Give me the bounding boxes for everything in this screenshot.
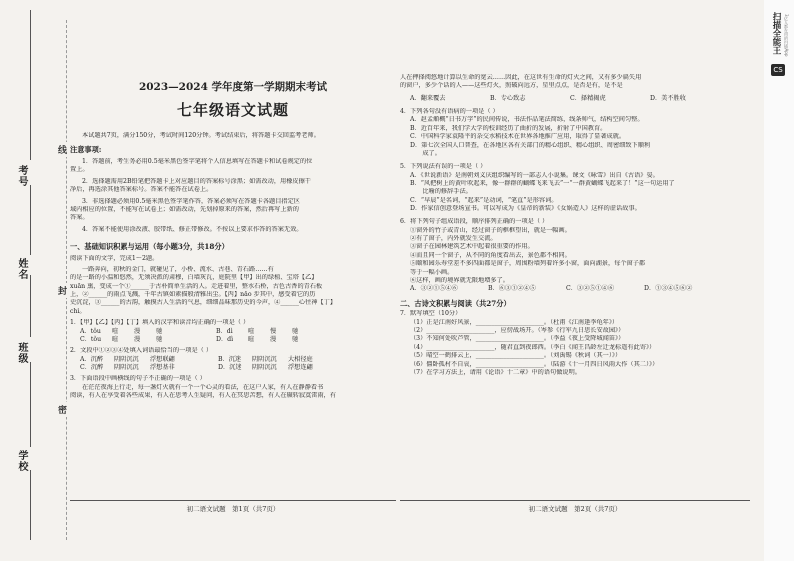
q2-option-a-part: 阴阴沉沉 [114,355,139,363]
q1-option-c-part: 驰 [156,335,163,343]
page-2-footer: 初二语文试题 第2页（共7页） [528,505,622,513]
q3-option-d: D．美不胜收 [650,94,686,102]
binding-margin [0,0,60,561]
q6-options-row [400,285,750,293]
notice-line: 2．选择题需用2B铅笔把答题卡上对应题目的答案标号涂黑；如需改动，用橡皮擦干 [82,177,311,185]
q2-options-row [70,356,396,364]
school-fill-line [30,362,31,447]
q1-option-b-part: 驰 [292,327,299,335]
passage-line: 上，②______的雨点飞溅，千年古镇如素描般清雅出尘。【丙】nǎo 步其中，感受着它的历 [70,291,316,299]
q7-item: （2）______________________，应傍战场开。（岑参《行军九日思长安故园》） [410,327,625,335]
q1-option-a-part: 喧 [112,327,119,335]
q2-option-a-part: 浮想联翩 [150,355,175,363]
q3-options-row [400,95,750,103]
q1-option-d: D．dì [216,335,234,343]
q1-option-d-part: 暄 [248,335,255,343]
class-fill-line [30,275,31,337]
q5-option-b-cont: 比喻的修辞手法。 [410,188,472,196]
q6-item: ③窗子在园林建筑艺术中起着很重要的作用。 [410,243,534,251]
q3-option-a: A．翻来覆去 [410,94,446,102]
q2-option-b: B．沉迷 [218,355,242,363]
q6-option-d: D．①③④⑤⑥② [644,285,693,293]
question-1: 1．【甲】【乙】【丙】【丁】填入的汉字和读音均正确的一项是（ ） [70,319,250,327]
passage-line: 的是一路的小温和悠然，无须决派的肃穆，白墙灰瓦，庭院里【甲】出的绿植、宝塔【乙】 [70,274,318,282]
page-1-footer: 初二语文试题 第1页（共7页） [186,505,280,513]
notice-line: 答案。 [70,214,89,222]
q6-option-c: C．③②⑤①④⑥ [566,285,615,293]
q2-option-b-part: 大相径庭 [288,355,313,363]
q7-item: （4）______________________，随君直到夜郎西。（李白《闻王昌龄左迁龙标遥有此寄》） [410,343,656,351]
question-3: 3．下面语段中画横线的句子不正确的一项是（ ） [70,375,206,383]
intro-line: 本试题共7页，满分150分，考试时间120分钟。考试结束后，将答题卡交回监考老师。 [82,132,320,139]
q3-option-c: C．择精揭虎 [570,94,606,102]
question-4: 4．下列各句没有语病的一项是（ ） [400,108,499,116]
question-7: 7．默写填空（10分） [400,310,462,318]
q2-option-c: C．沉醉 [80,363,104,371]
notice-line: 域内相应的位置，不能写在试卷上；如需改动，先划掉原来的答案，然后再写上新的 [70,205,299,213]
q5-option-a: A．《世说新语》是南朝刘义庆组织编写的一部志人小说集。课文《咏雪》出自《古语》晏。 [410,171,659,179]
seal-mark-feng: 封 [58,283,67,298]
name-fill-line [30,185,31,255]
q2-option-a: A．沉醉 [80,355,104,363]
q1-option-c: C．tǒu [80,335,102,343]
section-1-heading: 一、基础知识积累与运用（每小题3分，共18分） [70,241,229,251]
school-fill-line-2 [30,470,31,540]
passage-line: chì。 [70,307,86,315]
scanner-brand-name: 扫描全能王 [771,12,781,55]
page-1 [70,0,396,561]
q3-continued-line: 的窗户，多少个话的人——这些灯火，照破向远方，星里点点，是否是有，是不是 [400,82,623,90]
q1-option-b: B．dì [216,327,233,335]
q6-item: ⑥这样，画的境界就无限地增多了。 [410,276,509,284]
q4-option-d: D．第七次全国人口普查，在各地区各有关部门的精心组织、精心组织、周密细致下顺利 [410,141,651,149]
q6-item: 等于一幅小画。 [410,268,454,276]
q7-item: （1）正是江南好风景，______________________。（杜甫《江南逢李龟年》） [410,318,619,326]
q2-option-b-part: 阴阴沉沉 [252,355,277,363]
q1-option-c-part: 暄 [112,335,119,343]
q6-item: ②有了窗子，内外就发生交流。 [410,235,497,243]
q1-option-b-part: 慢 [270,327,277,335]
seal-line [66,20,67,540]
q6-item: ①窗外的竹子或青山，经过窗子的框框望出，就是一幅画。 [410,226,571,234]
q1-option-a-part: 驰 [156,327,163,335]
q2-option-c-part: 阴阴沉沉 [114,363,139,371]
q7-item: （6）僵卧孤村不自哀，______________________。（陆游《十一月四日风雨大作（其二）》） [410,360,659,368]
seal-mark-mi: 密 [58,402,67,417]
q4-option-b: B．近百年来，我们学大学的校训经历了曲折的发展，折射了中国教育。 [410,124,607,132]
q6-item: ④而且同一个窗子，从不同的角度看出去，景色都不相同。 [410,251,571,259]
q1-options-row [70,336,396,344]
q4-option-a: A．赵孟頫概“日书万字”的民间传说，书法作品笔法简练，线条帅气，结构空间匀整。 [410,116,644,124]
question-2: 2．文段中①②③④处填入词语最恰当的一项是（ ） [70,347,213,355]
exam-title: 2023—2024 学年度第一学期期末考试 [138,81,328,93]
q6-option-b: B．⑥③①②④⑤ [488,285,536,293]
notice-line: 净后，再选涂其他答案标号。答案不能答在试卷上。 [70,186,213,194]
notice-line: 置上。 [70,166,89,174]
section-2-heading: 二、古诗文积累与阅读（共27分） [400,298,511,308]
q1-options-row [70,328,396,336]
class-label: 班级 [16,342,27,364]
question-5: 5．下列说法有误的一项是（ ） [400,163,487,171]
passage-intro: 阅读下面的文字，完成1～2题。 [70,254,159,262]
q7-item: （7）在学习方法上，请用《论语》十二章》中的语句做说明。 [410,368,581,376]
notice-line: 4．答案不能使用涂改液、胶带纸、修正带修改。不按以上要求作答的答案无效。 [82,225,303,233]
q2-option-d-part: 浮想连翩 [288,363,313,371]
scanner-brand-tagline: 3亿人都在用的扫描App [784,14,789,57]
scanner-watermark [764,0,794,561]
q2-options-row [70,364,396,372]
q1-option-a-part: 漫 [134,327,141,335]
footer-rule [70,500,396,501]
q5-option-d: D．作家信创意登场宣书。可以写成为《皇帝的新装》《女娲造人》这样的虚话故事。 [410,205,641,213]
q4-option-d-cont: 成了。 [410,149,441,157]
seal-mark-xian: 线 [58,142,67,157]
cs-logo-icon: CS [771,64,785,76]
question-6: 6．将下列句子组成语段，顺序排列正确的一项是（ ） [400,218,549,226]
q6-item: ⑤颐和园乐寿堂差不多四面都是窗子，周围粉墙列着许多小窗，面向湖景，每个窗子都 [410,260,646,268]
q1-option-d-part: 漫 [270,335,277,343]
page-2 [400,0,750,561]
q7-item: （5）晴空一鹤排云上，______________________。（刘禹锡《秋词（其一）》） [410,352,622,360]
q7-item: （3）不知何处吹芦管，______________________。（李益《夜上受降城闻笛》） [410,335,625,343]
q4-option-c: C．中国科学家袁隆平的杂交水稻技术在世界各地推广应用，取得了显著成就。 [410,133,626,141]
q5-option-c: C．“早晨”是名词，“起来”是动词，“笔直”是形容词。 [410,196,558,204]
q3-text-line: 阅读，有人在享受着各些成果，有人在思考人生疑问，有人在冥思苦想，有人在辗转寂寞雷雨，有 [70,392,337,400]
q2-option-c-part: 浮想基非 [150,363,175,371]
notice-line: 3．非选择题必须用0.5毫米黑色签字笔作答，答案必须写在答题卡各题目指定区 [82,197,300,205]
exam-number-label: 考号 [16,165,27,187]
q1-option-a: A．tǒu [80,327,101,335]
q3-option-b: B．专心致志 [490,94,526,102]
q2-option-d-part: 阴阴沉沉 [252,363,277,371]
footer-rule [400,500,750,501]
notice-heading: 注意事项: [70,145,102,155]
number-fill-line [30,10,31,160]
q1-option-b-part: 喧 [248,327,255,335]
q6-option-a: A．③②①⑤④⑥ [410,285,458,293]
q5-option-b: B．“风把树上的黄叶吹起来，像一群群的蝴蝶飞来飞去”一“一群黄蝴蝶飞起来了！”这一句运用了 [410,179,675,187]
passage-line: 一路奔向，初秋的金门，就碰见了，小桥、流水、古巷、青石路……有 [82,266,274,274]
grade-title: 七年级语文试题 [176,101,289,119]
q3-text-line: 在茫茫夜海上行走，每一盏灯火就有一个一个心灵的看法，在这户人家，有人在静静看书 [82,383,324,391]
q1-option-d-part: 驰 [292,335,299,343]
q2-option-d: D．沉迷 [218,363,242,371]
q3-continued-line: 人在押择阅悠地计算以生命的宽云……因此，在这世有生命的灯火之间，又有多少扁失用 [400,74,642,81]
name-label: 姓名 [16,258,27,280]
passage-line: xuān 熏，变成一个①______于古朴简单生活的人。走进着里，整水石桥，古色古香的青石板 [70,282,323,290]
school-label: 学校 [16,450,27,472]
passage-line: 史沉淀，③______的古韵，触摸古人生活的气息，细细品味那历史的今声，④______心往神【丁】 [70,299,337,307]
notice-line: 1．答题前，考生务必用0.5毫米黑色签字笔将个人信息填写在答题卡和试卷规定的位 [82,158,313,166]
q1-option-c-part: 漫 [134,335,141,343]
